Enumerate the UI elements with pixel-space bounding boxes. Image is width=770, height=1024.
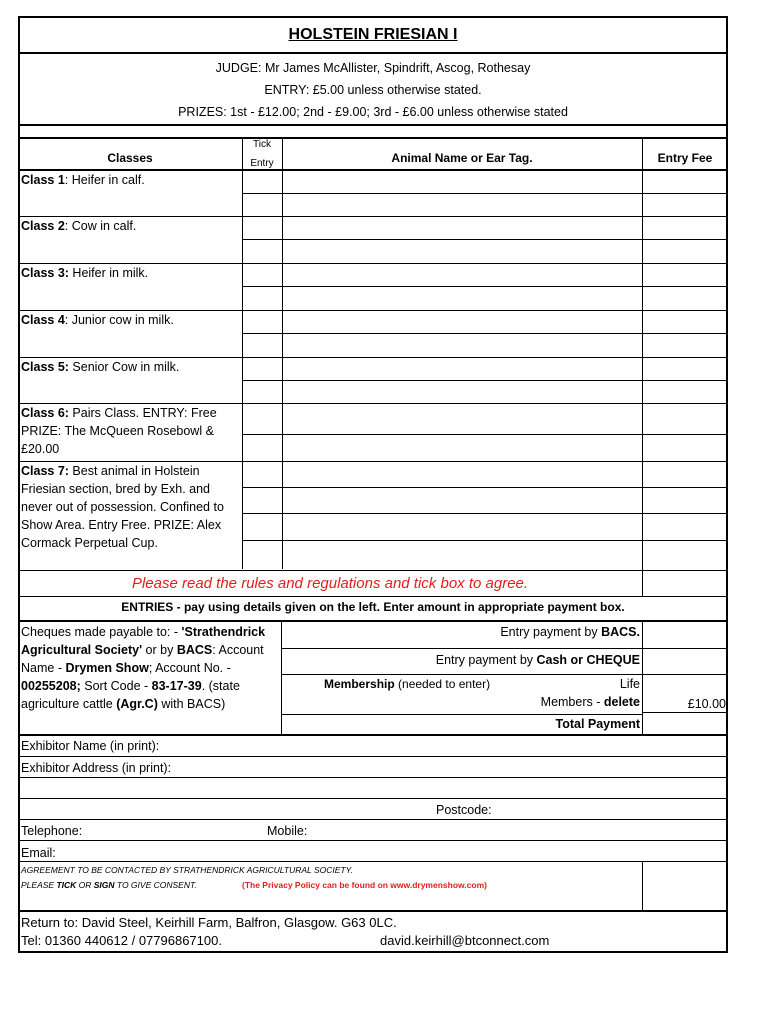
privacy-policy-note: (The Privacy Policy can be found on www.drymenshow.com): [242, 880, 487, 890]
payment-bacs-label: Entry payment by BACS.: [500, 625, 640, 639]
rules-notice: Please read the rules and regulations and tick box to agree.: [131, 575, 529, 592]
return-telephone: Tel: 01360 440612 / 07796867100.: [21, 933, 222, 948]
agree-tickbox[interactable]: [643, 571, 728, 596]
postcode-field[interactable]: [493, 799, 728, 819]
payment-instructions: Cheques made payable to: - 'Strathendrick Agricultural Society' or by BACS: Account Name - Drymen Show; Account No. - 00255208; Sort Code - 83-17-39. (state agriculture cattle (Agr.C) with BACS): [21, 625, 266, 711]
mobile-field[interactable]: [318, 820, 728, 840]
exhibitor-name-field[interactable]: [168, 736, 728, 756]
exhibitor-name-label: Exhibitor Name (in print):: [21, 739, 160, 753]
header-animal: Animal Name or Ear Tag.: [391, 151, 533, 165]
membership-life: Life: [619, 677, 640, 691]
total-payment-cell[interactable]: [643, 713, 728, 734]
return-email: david.keirhill@btconnect.com: [380, 933, 550, 948]
membership-label: Membership (needed to enter): [324, 677, 491, 691]
entry-form: [18, 16, 728, 953]
class-2: Class 2: Cow in calf.: [21, 219, 137, 233]
tick-entry-cell[interactable]: [243, 171, 282, 193]
animal-name-cell[interactable]: [283, 171, 642, 193]
entry-fee-cell[interactable]: [643, 171, 728, 193]
membership-members: Members - delete: [540, 695, 640, 709]
header-entry: Entry: [250, 158, 274, 169]
payment-bacs-cell[interactable]: [643, 622, 728, 648]
entry-line: ENTRY: £5.00 unless otherwise stated.: [264, 83, 482, 97]
payment-cash-label: Entry payment by Cash or CHEQUE: [435, 653, 640, 667]
consent-line-2: PLEASE TICK OR SIGN TO GIVE CONSENT.: [21, 880, 197, 890]
postcode-label: Postcode:: [436, 803, 492, 817]
return-address: Return to: David Steel, Keirhill Farm, Balfron, Glasgow. G63 0LC.: [21, 915, 397, 930]
class-6: Class 6: Pairs Class. ENTRY: Free PRIZE: The McQueen Rosebowl & £20.00: [21, 406, 217, 456]
mobile-label: Mobile:: [267, 824, 308, 838]
class-1: Class 1: Heifer in calf.: [21, 173, 145, 187]
judge-line: JUDGE: Mr James McAllister, Spindrift, Ascog, Rothesay: [215, 61, 531, 75]
telephone-label: Telephone:: [21, 824, 83, 838]
class-7: Class 7: Best animal in Holstein Friesian section, bred by Exh. and never out of possession. Confined to Show Area. Entry Free. PRIZE: Alex Cormack Perpetual Cup.: [21, 464, 224, 550]
total-payment-label: Total Payment: [555, 717, 640, 731]
consent-line-1: AGREEMENT TO BE CONTACTED BY STRATHENDRICK AGRICULTURAL SOCIETY.: [21, 865, 353, 875]
prizes-line: PRIZES: 1st - £12.00; 2nd - £9.00; 3rd - £6.00 unless otherwise stated: [178, 105, 568, 119]
form-title: HOLSTEIN FRIESIAN I: [288, 26, 458, 43]
class-5: Class 5: Senior Cow in milk.: [21, 360, 180, 374]
membership-cell[interactable]: [643, 675, 728, 712]
email-field[interactable]: [63, 841, 728, 861]
header-classes: Classes: [107, 151, 153, 165]
entries-notice: ENTRIES - pay using details given on the left. Enter amount in appropriate payment box.: [121, 600, 625, 614]
class-4: Class 4: Junior cow in milk.: [21, 313, 174, 327]
telephone-field[interactable]: [88, 820, 258, 840]
class-3: Class 3: Heifer in milk.: [21, 266, 149, 280]
header-fee: Entry Fee: [657, 151, 713, 165]
exhibitor-address-label: Exhibitor Address (in print):: [21, 761, 172, 775]
members-fee: £10.00: [687, 697, 726, 711]
consent-tickbox[interactable]: [643, 862, 728, 910]
header-tick: Tick: [253, 139, 271, 150]
payment-cash-cell[interactable]: [643, 649, 728, 674]
email-label: Email:: [21, 846, 56, 860]
